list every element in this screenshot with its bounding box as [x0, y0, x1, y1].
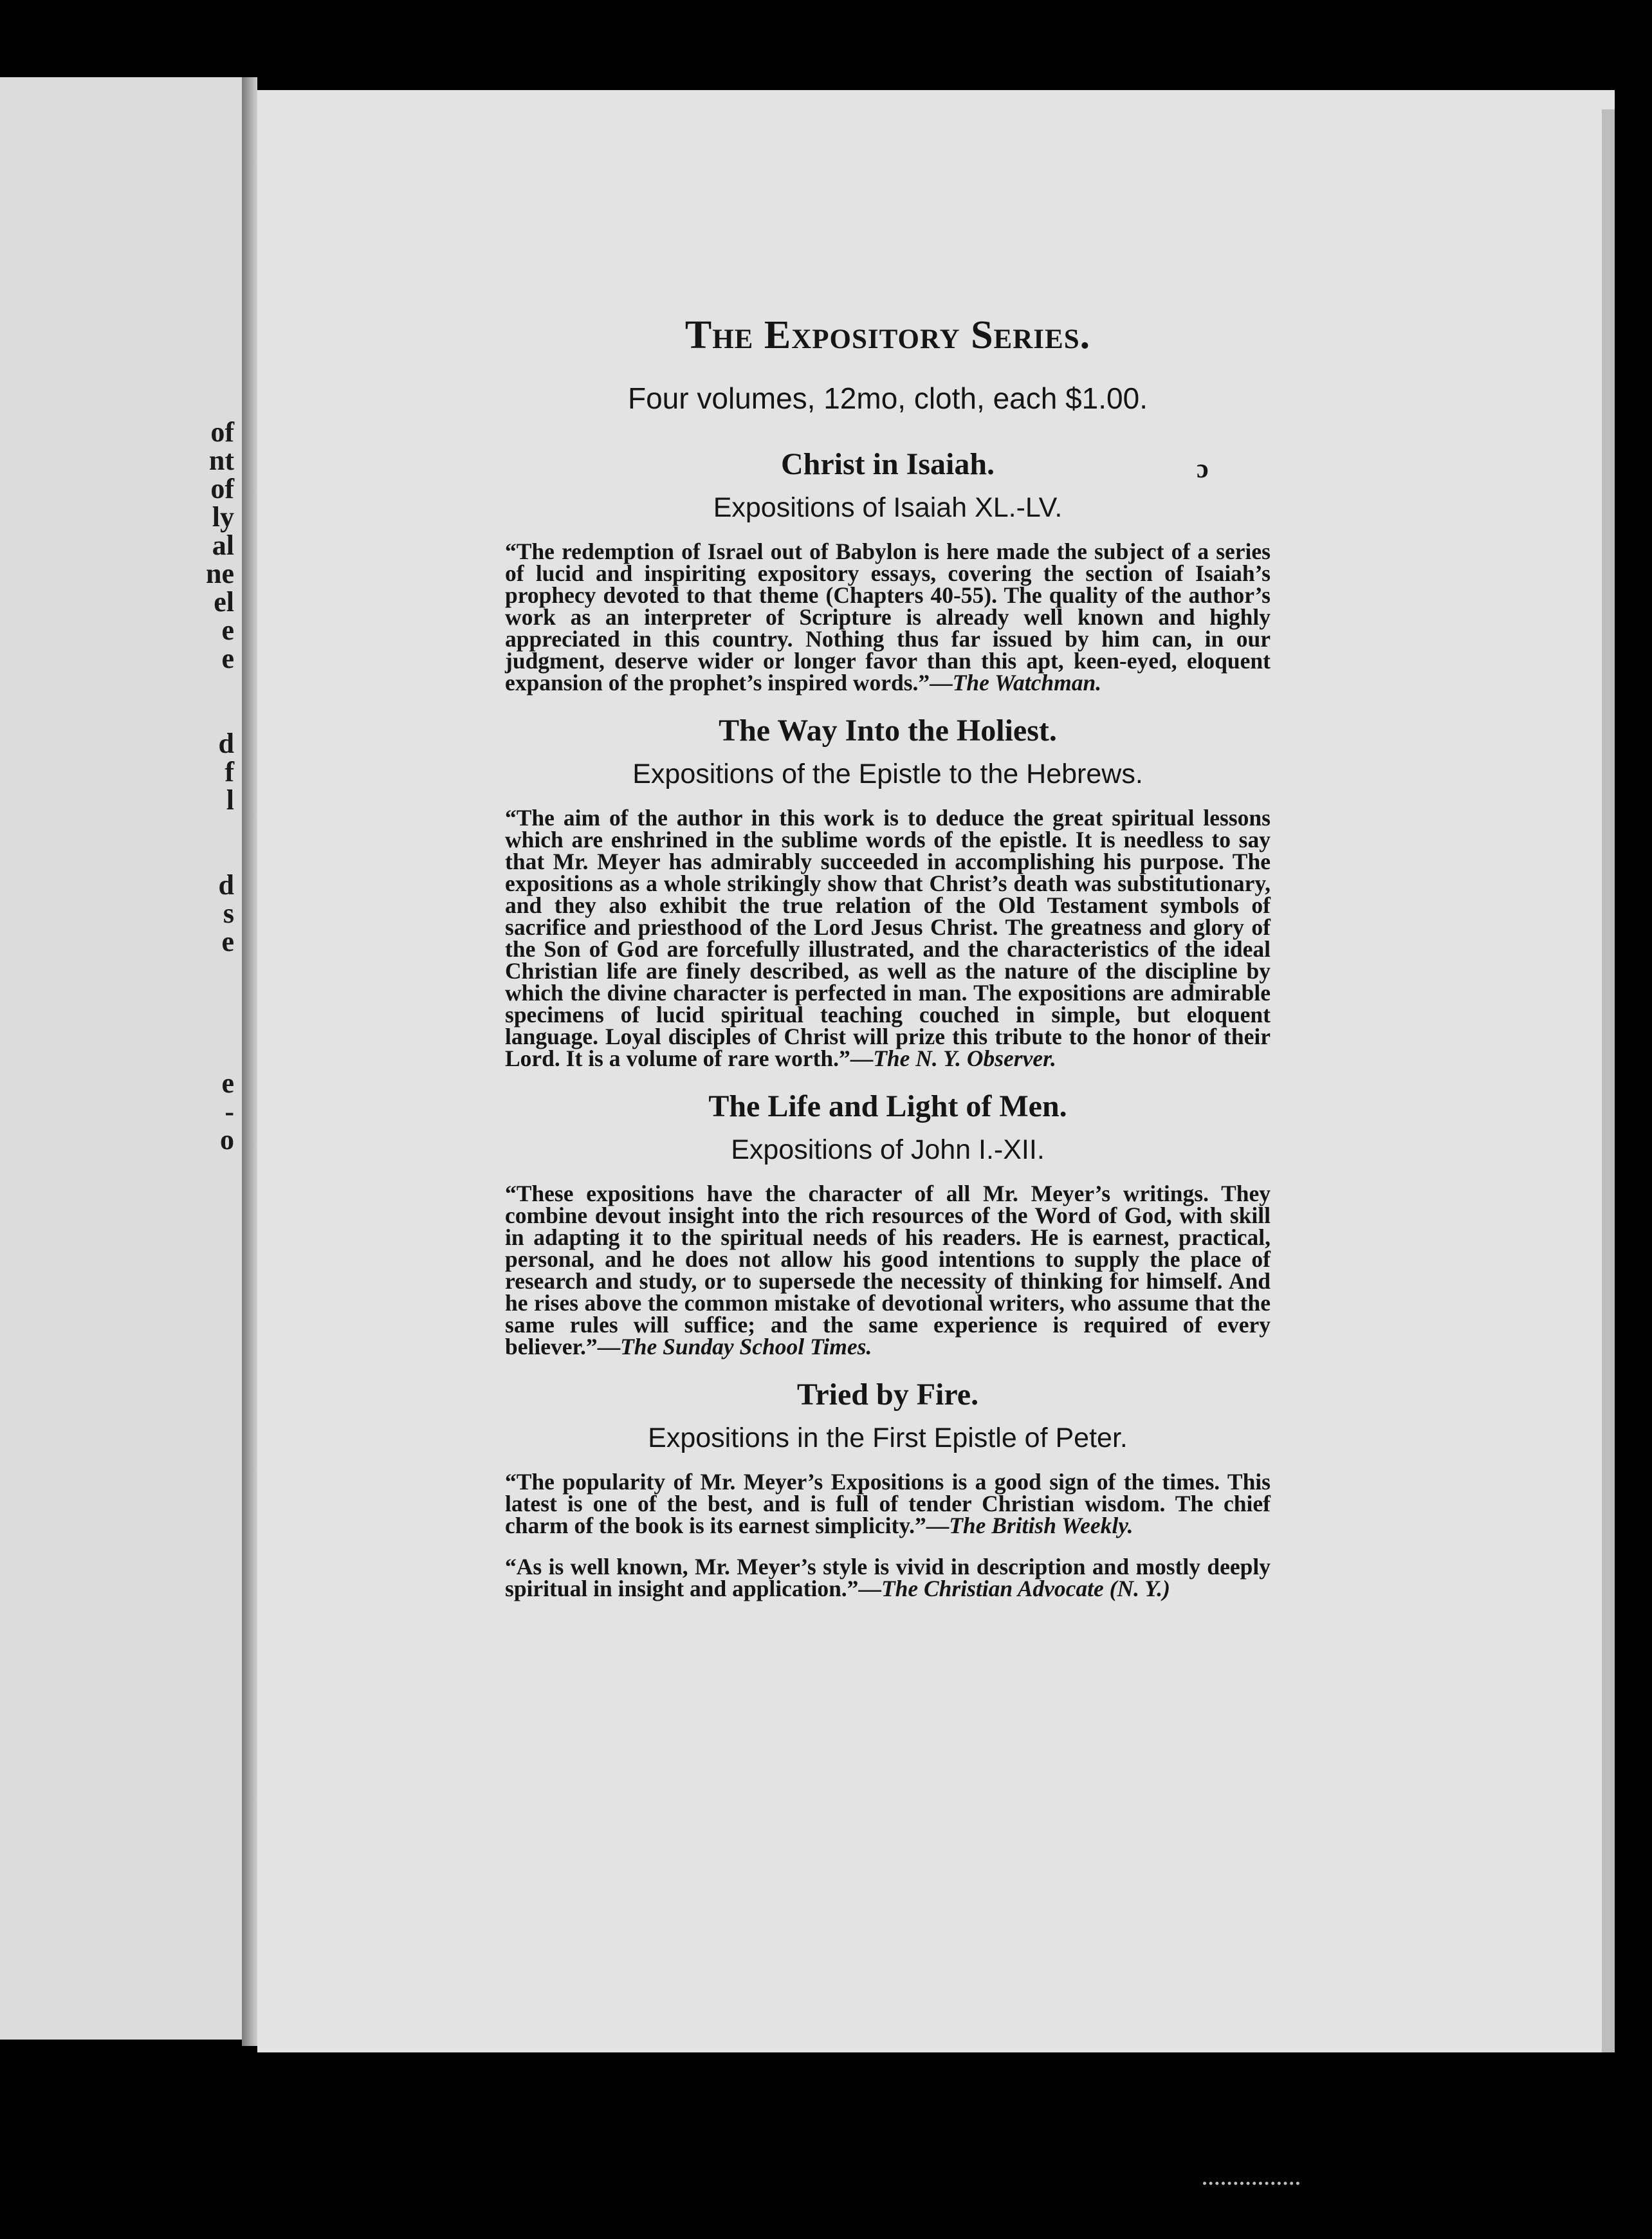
facing-page-fragment: l [226, 784, 234, 816]
review-quote [505, 1471, 1271, 1536]
review-quote [505, 1556, 1271, 1599]
quote-source: The Watchman. [952, 670, 1102, 696]
facing-page-fragment: f [225, 756, 234, 788]
facing-page-fragment: of [210, 473, 234, 504]
facing-page-fragment [196, 815, 234, 843]
quote-text: “The redemption of Israel out of Babylon is here made the subject of a series of lucid and inspiriting expository essays, covering the section of Isaiah’s prophecy devoted to that theme (Chapters 40-55). The quality of the author’s work as an interpreter of Scripture is already well known and highly appreciated in this country. Nothing thus far issued by him can, in our judgment, deserve wider or longer favor than this apt, keen-eyed, eloquent expansion of the prophet’s inspired words.”— [505, 539, 1271, 696]
review-quote [505, 540, 1271, 694]
quote-source: The Christian Advocate (N. Y.) [881, 1576, 1170, 1601]
book-title: The Life and Light of Men. [708, 1089, 1067, 1123]
review-quote [505, 1183, 1271, 1358]
quote-source: The British Weekly. [949, 1513, 1133, 1538]
review-quote [505, 807, 1271, 1069]
facing-page-fragment [196, 1013, 234, 1041]
series-subtitle: Four volumes, 12mo, cloth, each $1.00. [628, 382, 1148, 415]
facing-page-fragment: of [210, 416, 234, 448]
quote-text: “The aim of the author in this work is to deduce the great spiritual lessons which are enshrined in the sublime words of the epistle. It is needless to say that Mr. Meyer has admirably succeeded in accomplishing his purpose. The expositions as a whole strikingly show that Christ’s death was substitutionary, and they also exhibit the true relation of the Old Testament symbols of sacrifice and priesthood of the Lord Jesus Christ. The greatness and glory of the Son of God are forcefully illustrated, and the characteristics of the ideal Christian life are finely described, as well as the nature of the discipline by which the divine character is perfected in man. The expositions are admirable specimens of lucid spiritual teaching couched in simple, but eloquent language. Loyal disciples of Christ will prize this tribute to the honor of their Lord. It is a volume of rare worth.”— [505, 805, 1271, 1071]
book-title: The Way Into the Holiest. [719, 714, 1057, 748]
book-entry [505, 713, 1271, 1069]
facing-page-fragment [196, 984, 234, 1013]
book-subtitle: Expositions in the First Epistle of Peter. [648, 1423, 1128, 1453]
book-subtitle: Expositions of John I.-XII. [731, 1134, 1045, 1165]
book-entry [505, 1089, 1271, 1358]
facing-page-fragment [196, 1041, 234, 1069]
facing-page-fragment: el [214, 586, 234, 618]
facing-page-fragment: e [221, 643, 234, 674]
facing-page-fragment: e [221, 614, 234, 646]
page-edge-shadow [1602, 109, 1615, 2052]
quote-source: The N. Y. Observer. [873, 1046, 1056, 1071]
book-gutter [242, 77, 257, 2046]
facing-page-fragment: - [225, 1096, 234, 1127]
facing-page-fragment: nt [208, 445, 234, 476]
book-subtitle: Expositions of Isaiah XL.-LV. [713, 492, 1063, 523]
book-title: Tried by Fire. [796, 1377, 979, 1412]
facing-page-fragment: ne [206, 558, 234, 589]
facing-page-fragment: d [218, 728, 234, 759]
book-title: Christ in Isaiah. [780, 447, 995, 481]
facing-page-fragment: o [220, 1124, 234, 1156]
facing-page-fragment [196, 673, 234, 701]
book-entry [505, 447, 1271, 694]
facing-page-fragment: al [212, 530, 234, 561]
quote-source: The Sunday School Times. [620, 1334, 872, 1359]
facing-page-fragment: ly [212, 501, 234, 533]
stray-mark: ɔ [1197, 454, 1209, 484]
facing-page-fragment [196, 701, 234, 730]
facing-page-fragment [196, 843, 234, 871]
quote-text: “These expositions have the character of all Mr. Meyer’s writings. They combine devout insight into the rich resources of the Word of God, with skill in adapting it to the spiritual needs of his readers. He is earnest, practical, personal, and he does not allow his good intentions to supply the place of research and study, or to supersede the necessity of thinking for himself. And he rises above the common mistake of devotional writers, who assume that the same rules will suffice; and the same experience is required of every believer.”— [505, 1181, 1271, 1359]
facing-page-fragment: e [221, 926, 234, 957]
facing-page-fragment [196, 956, 234, 984]
series-title: The Expository Series. [684, 313, 1091, 357]
quote-text: “The popularity of Mr. Meyer’s Expositions is a good sign of the times. This latest is one of the best, and is full of tender Christian wisdom. The chief charm of the book is its earnest simplicity.”— [505, 1469, 1271, 1538]
facing-page-fragment: e [221, 1067, 234, 1099]
quote-text: “As is well known, Mr. Meyer’s style is vivid in description and mostly deeply spiritual in insight and application.”— [505, 1554, 1271, 1601]
facing-page-fragment: s [223, 898, 234, 929]
book-entry [505, 1377, 1271, 1599]
facing-page-text-fragments [196, 418, 234, 1154]
advertisement-page [257, 90, 1615, 2052]
scan-specks [1203, 2171, 1299, 2185]
facing-page-fragment: d [218, 869, 234, 901]
facing-page [0, 77, 242, 2040]
book-subtitle: Expositions of the Epistle to the Hebrews. [632, 759, 1143, 789]
page-content [505, 315, 1271, 1619]
